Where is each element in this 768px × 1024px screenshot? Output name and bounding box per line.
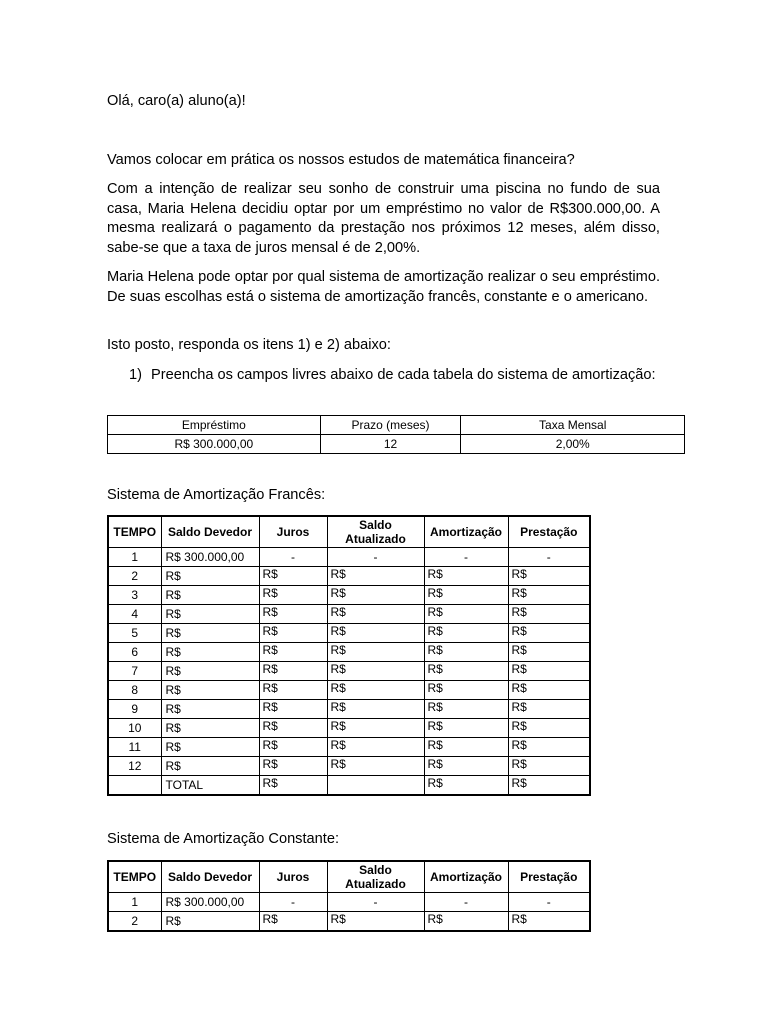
loan-value-cell: 2,00% [461,435,685,454]
instructions: Isto posto, responda os itens 1) e 2) abaixo: [107,337,391,353]
table-cell: - [327,893,424,912]
currency-cell: R$ [161,738,259,757]
currency-cell: R$ [327,605,424,624]
table-row [108,893,590,912]
currency-cell: R$ [161,624,259,643]
currency-cell: R$ [327,738,424,757]
currency-cell: R$ [161,643,259,662]
currency-cell: R$ [161,912,259,932]
period-cell: 12 [108,757,161,776]
currency-cell: R$ [259,719,327,738]
period-cell: 7 [108,662,161,681]
currency-cell: R$ [259,586,327,605]
table-row [108,567,590,586]
table-row [108,681,590,700]
currency-cell: R$ [424,738,508,757]
currency-cell: R$ [424,662,508,681]
currency-cell: R$ [424,776,508,796]
table-row [108,643,590,662]
period-cell: 5 [108,624,161,643]
currency-cell: R$ [508,738,590,757]
constante-title: Sistema de Amortização Constante: [107,831,339,847]
column-header: Prestação [508,861,590,893]
currency-cell: R$ [259,681,327,700]
greeting: Olá, caro(a) aluno(a)! [107,93,246,109]
table-row [108,757,590,776]
item-number: 1) [129,367,142,383]
period-cell: 2 [108,567,161,586]
currency-cell: R$ [327,681,424,700]
currency-cell: R$ [508,700,590,719]
currency-cell: R$ [508,776,590,796]
column-header: Juros [259,516,327,548]
loan-table [107,415,685,454]
currency-cell: R$ [259,757,327,776]
frances-title: Sistema de Amortização Francês: [107,487,326,503]
frances-table [107,515,591,796]
column-header: Saldo Devedor [161,861,259,893]
currency-cell: R$ [161,662,259,681]
table-cell: - [259,893,327,912]
currency-cell: R$ [424,719,508,738]
total-row [108,776,590,796]
currency-cell: R$ [424,700,508,719]
table-cell: R$ 300.000,00 [161,893,259,912]
period-cell: 8 [108,681,161,700]
header-row [108,516,590,548]
currency-cell: R$ [161,586,259,605]
table-cell: - [508,893,590,912]
constante-table [107,860,591,932]
table-row [108,700,590,719]
problem-paragraph: Com a intenção de realizar seu sonho de construir uma piscina no fundo de sua casa, Maria Helena decidiu optar por um empréstimo no valor de R$300.000,00. A mesma realizará o pagamento da prestação nos próximos 12 meses, além disso, sabe-se que a taxa de juros mensal é de 2,00%. [107,181,660,256]
currency-cell: R$ [508,757,590,776]
currency-cell: R$ [508,719,590,738]
period-cell: 4 [108,605,161,624]
currency-cell: R$ [259,643,327,662]
currency-cell: R$ [259,738,327,757]
empty-cell [327,776,424,796]
currency-cell: R$ [161,757,259,776]
column-header: Juros [259,861,327,893]
period-cell: 2 [108,912,161,932]
loan-header-cell: Empréstimo [108,416,321,435]
loan-value-cell: 12 [320,435,461,454]
currency-cell: R$ [424,643,508,662]
column-header: Saldo Atualizado [327,516,424,548]
column-header: TEMPO [108,516,161,548]
currency-cell: R$ [508,912,590,932]
currency-cell: R$ [327,624,424,643]
currency-cell: R$ [327,567,424,586]
column-header: Saldo Atualizado [327,861,424,893]
table-row [108,912,590,932]
currency-cell: R$ [327,700,424,719]
header-row [108,861,590,893]
currency-cell: R$ [424,586,508,605]
period-cell: 9 [108,700,161,719]
currency-cell: R$ [327,719,424,738]
currency-cell: R$ [259,912,327,932]
table-cell: - [508,548,590,567]
column-header: Saldo Devedor [161,516,259,548]
currency-cell: R$ [424,605,508,624]
currency-cell: R$ [424,624,508,643]
loan-value-row [108,435,685,454]
column-header: TEMPO [108,861,161,893]
currency-cell: R$ [259,624,327,643]
table-cell: - [424,548,508,567]
period-cell: 6 [108,643,161,662]
currency-cell: R$ [508,662,590,681]
table-row [108,624,590,643]
table-row [108,719,590,738]
currency-cell: R$ [508,586,590,605]
table-cell: 1 [108,548,161,567]
currency-cell: R$ [259,605,327,624]
currency-cell: R$ [161,700,259,719]
column-header: Amortização [424,861,508,893]
options-paragraph: Maria Helena pode optar por qual sistema de amortização realizar o seu empréstimo. De suas escolhas está o sistema de amortização francês, constante e o americano. [107,269,660,305]
currency-cell: R$ [327,586,424,605]
currency-cell: R$ [259,776,327,796]
currency-cell: R$ [161,605,259,624]
loan-value-cell: R$ 300.000,00 [108,435,321,454]
loan-header-cell: Taxa Mensal [461,416,685,435]
currency-cell: R$ [424,912,508,932]
intro-question: Vamos colocar em prática os nossos estudos de matemática financeira? [107,152,575,168]
item-text: Preencha os campos livres abaixo de cada tabela do sistema de amortização: [151,367,656,383]
column-header: Prestação [508,516,590,548]
table-row [108,586,590,605]
total-label: TOTAL [161,776,259,796]
column-header: Amortização [424,516,508,548]
currency-cell: R$ [327,757,424,776]
currency-cell: R$ [508,624,590,643]
period-cell: 11 [108,738,161,757]
loan-header-row [108,416,685,435]
table-cell: - [327,548,424,567]
table-row [108,738,590,757]
currency-cell: R$ [508,605,590,624]
period-cell: 3 [108,586,161,605]
period-cell: 10 [108,719,161,738]
currency-cell: R$ [259,700,327,719]
table-cell: 1 [108,893,161,912]
currency-cell: R$ [161,567,259,586]
table-cell: - [259,548,327,567]
empty-cell [108,776,161,796]
currency-cell: R$ [424,757,508,776]
loan-header-cell: Prazo (meses) [320,416,461,435]
table-row [108,605,590,624]
currency-cell: R$ [259,662,327,681]
currency-cell: R$ [161,681,259,700]
currency-cell: R$ [161,719,259,738]
table-cell: - [424,893,508,912]
currency-cell: R$ [327,643,424,662]
table-row [108,662,590,681]
table-cell: R$ 300.000,00 [161,548,259,567]
currency-cell: R$ [508,681,590,700]
currency-cell: R$ [259,567,327,586]
currency-cell: R$ [424,681,508,700]
table-row [108,548,590,567]
currency-cell: R$ [327,912,424,932]
currency-cell: R$ [424,567,508,586]
currency-cell: R$ [508,643,590,662]
currency-cell: R$ [327,662,424,681]
currency-cell: R$ [508,567,590,586]
